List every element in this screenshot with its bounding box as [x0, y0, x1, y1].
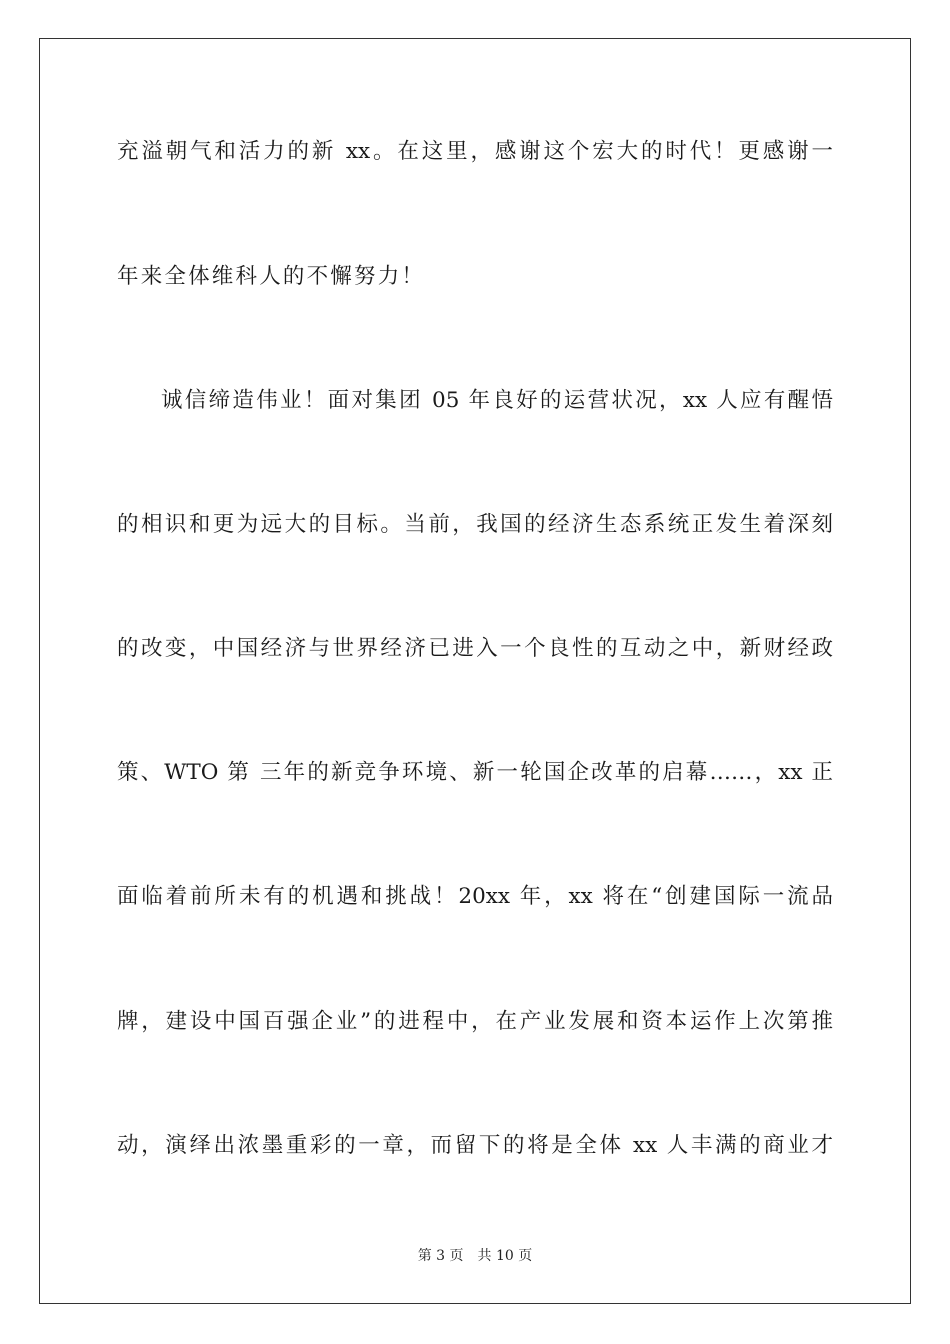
paragraph-line: 诚信缔造伟业！面对集团 05 年良好的运营状况，xx 人应有醒悟	[161, 388, 833, 413]
paragraph-line: 面临着前所未有的机遇和挑战！20xx 年，xx 将在“创建国际一流品	[117, 884, 833, 909]
page-footer	[0, 1247, 950, 1265]
paragraph-line: 牌，建设中国百强企业”的进程中，在产业发展和资本运作上次第推	[117, 1009, 833, 1034]
paragraph-line: 的改变，中国经济与世界经济已进入一个良性的互动之中，新财经政	[117, 636, 833, 661]
paragraph-line: 的相识和更为远大的目标。当前，我国的经济生态系统正发生着深刻	[117, 512, 833, 537]
paragraph-line: 动，演绎出浓墨重彩的一章，而留下的将是全体 xx 人丰满的商业才	[117, 1133, 833, 1158]
page-total: 共 10 页	[477, 1248, 533, 1264]
paragraph-line: 策、WTO 第 三年的新竞争环境、新一轮国企改革的启幕……，xx 正	[117, 760, 833, 785]
page-border	[39, 38, 911, 1304]
paragraph-line: 充溢朝气和活力的新 xx。在这里，感谢这个宏大的时代！更感谢一	[117, 139, 833, 164]
paragraph-line: 年来全体维科人的不懈努力！	[117, 264, 426, 289]
page-number: 第 3 页	[417, 1248, 464, 1264]
